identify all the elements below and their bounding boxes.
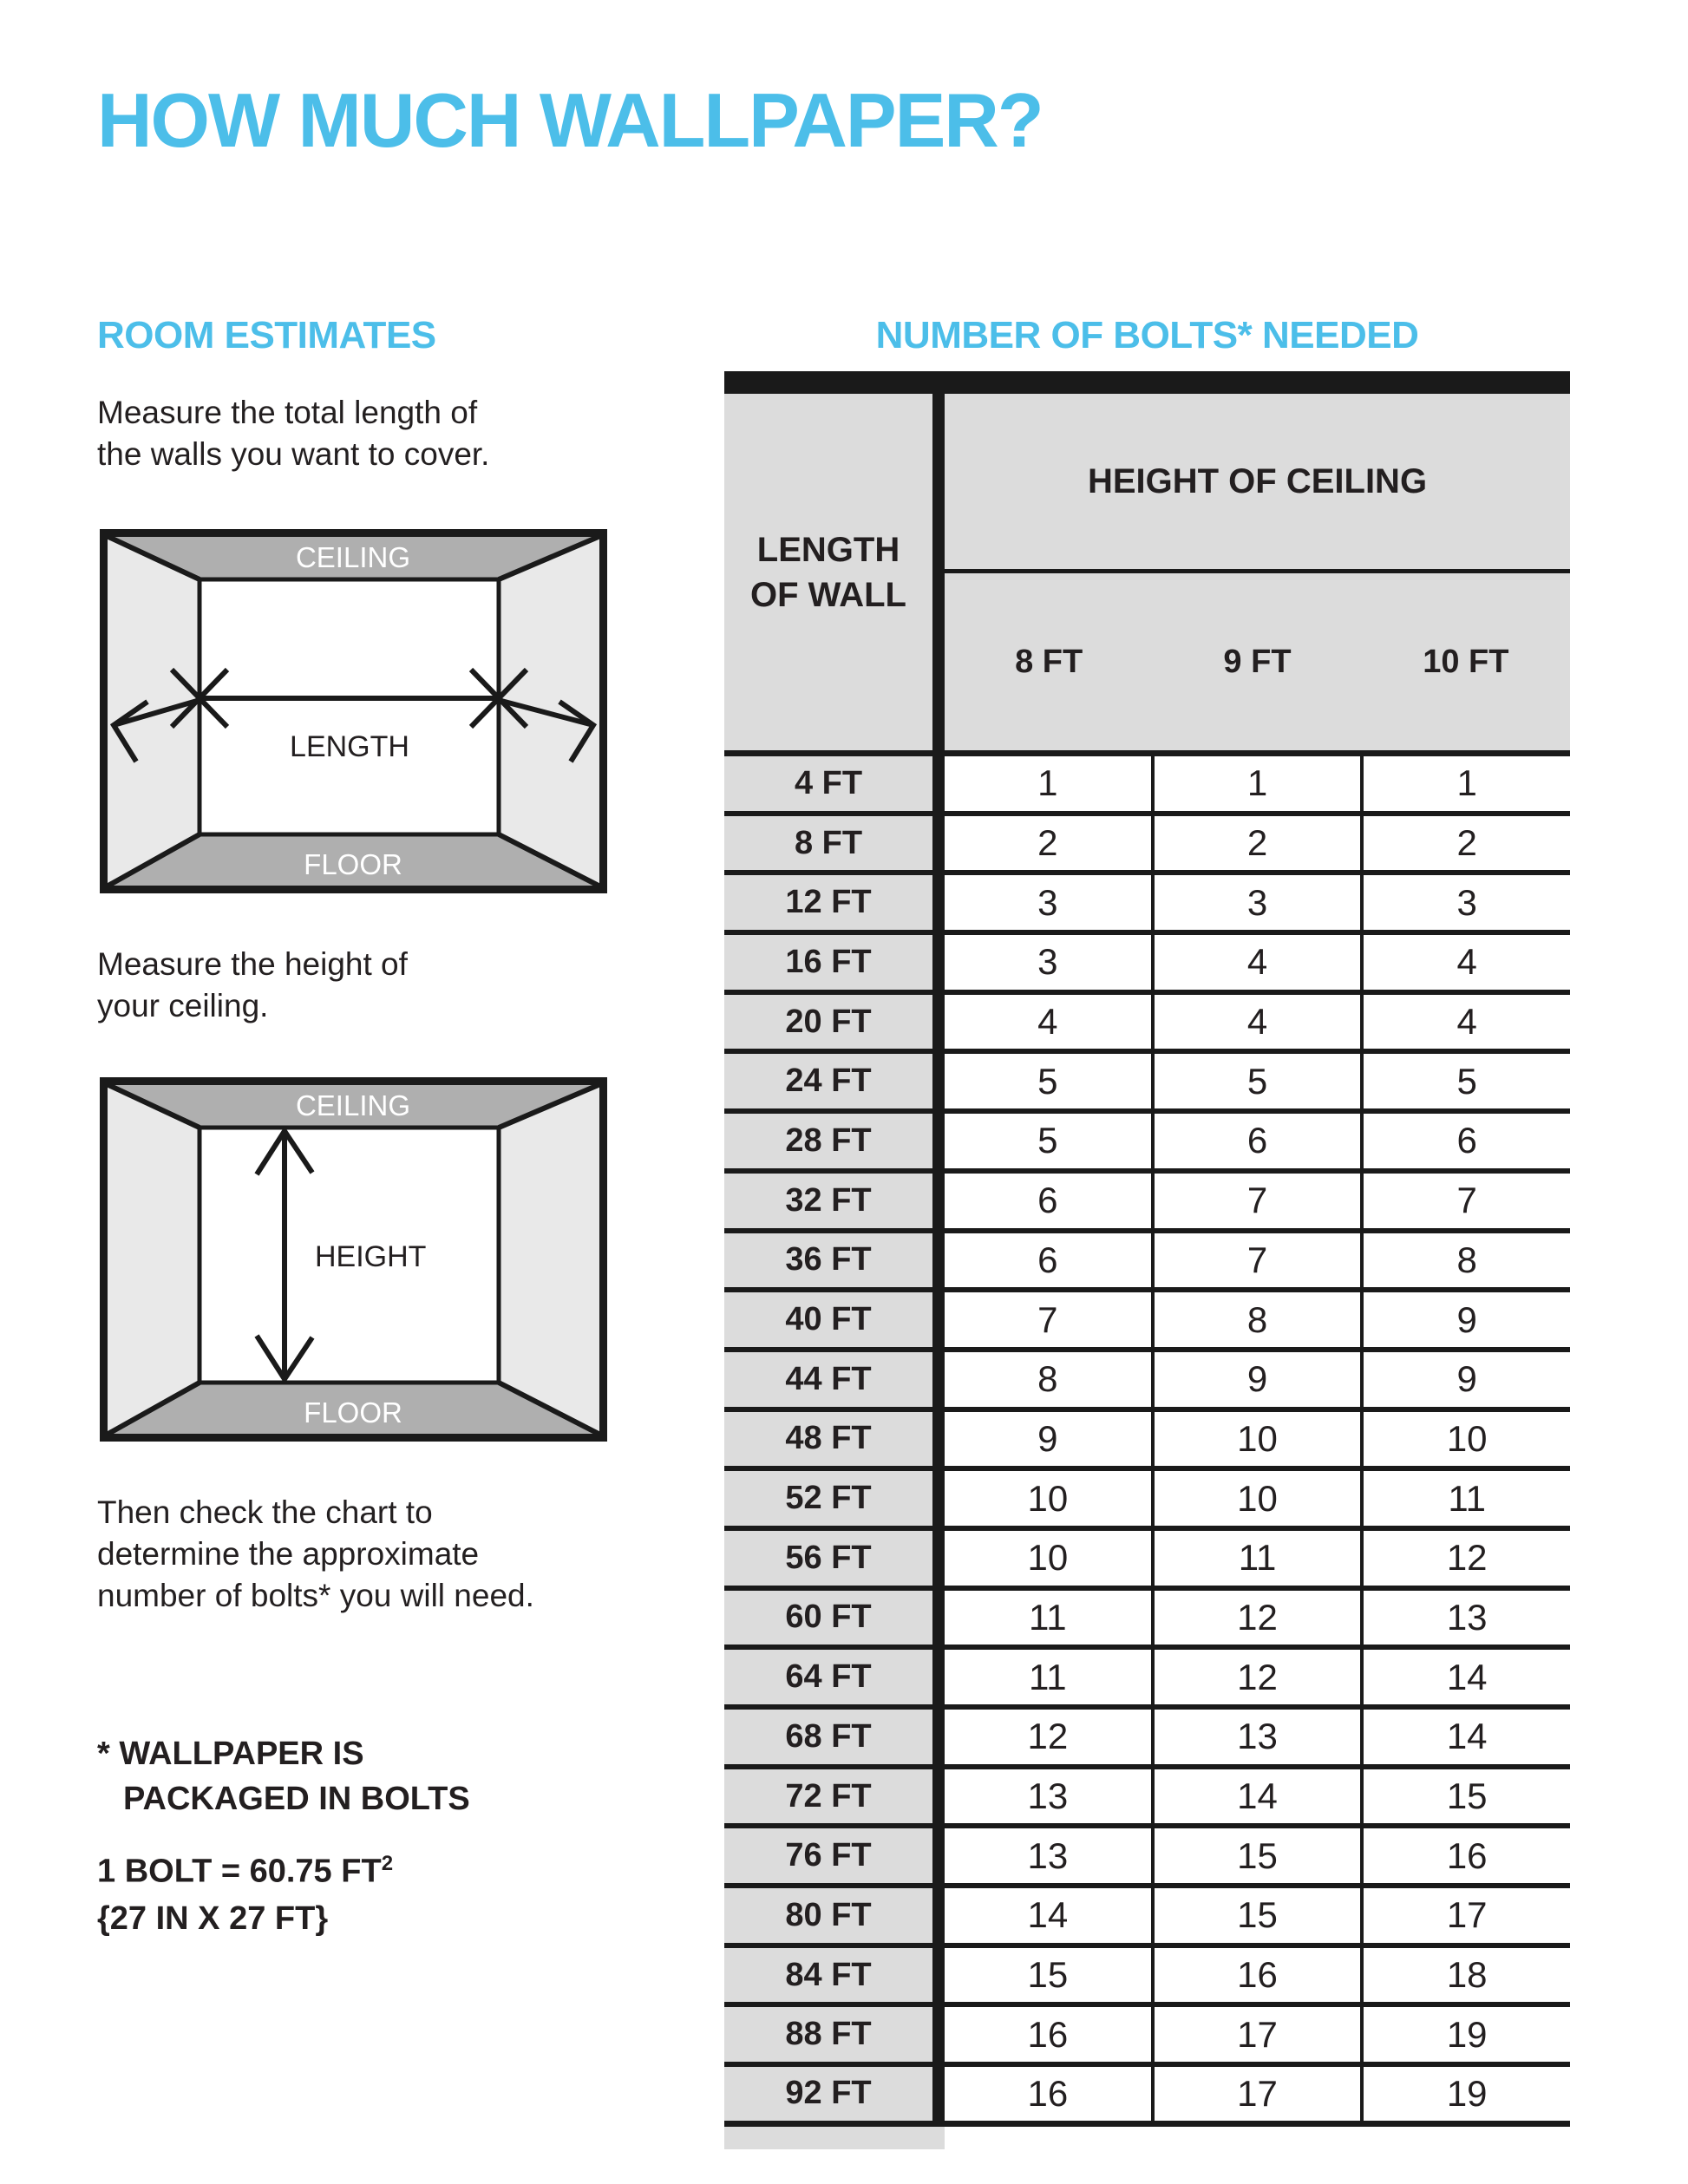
bolt-count-cell: 10 — [945, 1531, 1151, 1586]
bolt-count-cell: 15 — [1155, 1888, 1361, 1943]
bolt-count-cell: 10 — [1364, 1412, 1570, 1467]
instruction-line: your ceiling. — [97, 988, 269, 1023]
bolt-count-cell: 4 — [1155, 995, 1361, 1049]
wall-length-label: 72 FT — [724, 1769, 932, 1824]
bolt-count-cell: 15 — [1364, 1769, 1570, 1824]
bolt-count-cell: 10 — [945, 1471, 1151, 1526]
bolt-count-cell: 14 — [1364, 1710, 1570, 1764]
bolt-count-cell: 4 — [1364, 935, 1570, 990]
bolt-count-cell: 6 — [1155, 1114, 1361, 1168]
wall-length-label: 84 FT — [724, 1948, 932, 2003]
wall-length-label: 24 FT — [724, 1054, 932, 1108]
bolt-equation — [97, 1841, 393, 1895]
table-row — [724, 1650, 1570, 1710]
bolt-count-cell: 17 — [1155, 2007, 1361, 2062]
bolt-count-cell: 4 — [1364, 995, 1570, 1049]
column-divider — [932, 1471, 945, 1526]
column-divider — [932, 1054, 945, 1108]
wall-length-label: 36 FT — [724, 1233, 932, 1288]
bolt-count-cell: 7 — [1364, 1174, 1570, 1228]
bolt-count-cell: 1 — [1155, 756, 1361, 811]
bolt-count-cell: 13 — [1155, 1710, 1361, 1764]
wall-length-label: 64 FT — [724, 1650, 932, 1704]
footnote-line: PACKAGED IN BOLTS — [123, 1781, 470, 1817]
column-divider — [932, 816, 945, 871]
table-row — [724, 1531, 1570, 1591]
table-body — [724, 756, 1570, 2127]
table-row — [724, 1174, 1570, 1233]
table-row — [724, 1352, 1570, 1412]
footnote-line: * WALLPAPER IS — [97, 1736, 364, 1772]
bolt-count-cell: 8 — [1364, 1233, 1570, 1288]
sub-header-row — [945, 573, 1570, 750]
bolt-count-cell: 11 — [1364, 1471, 1570, 1526]
bolt-count-cell: 11 — [945, 1650, 1151, 1704]
bolt-size-info — [97, 1841, 393, 1942]
check-chart-instruction — [97, 1492, 534, 1617]
table-row — [724, 1114, 1570, 1174]
column-divider — [932, 1948, 945, 2003]
bolt-count-cell: 15 — [1155, 1828, 1361, 1883]
bolt-count-cell: 12 — [1364, 1531, 1570, 1586]
ceiling-label: CEILING — [295, 541, 411, 573]
bolt-count-cell: 3 — [1155, 875, 1361, 930]
height-of-ceiling-header: HEIGHT OF CEILING — [1087, 461, 1428, 500]
bolt-count-cell: 3 — [945, 875, 1151, 930]
wall-length-label: 52 FT — [724, 1471, 932, 1526]
bolt-count-cell: 17 — [1364, 1888, 1570, 1943]
room-estimates-heading: ROOM ESTIMATES — [97, 314, 436, 356]
column-divider — [932, 1233, 945, 1288]
column-divider — [932, 1591, 945, 1645]
table-row — [724, 1054, 1570, 1114]
sub-header-9ft: 9 FT — [1223, 643, 1292, 680]
bolt-count-cell: 17 — [1155, 2067, 1361, 2121]
measure-height-instruction — [97, 944, 408, 1027]
wall-length-label: 88 FT — [724, 2007, 932, 2062]
bolt-count-cell: 18 — [1364, 1948, 1570, 2003]
column-divider — [932, 756, 945, 811]
table-header — [724, 394, 1570, 756]
column-divider — [932, 1769, 945, 1824]
table-row — [724, 1769, 1570, 1829]
bolt-count-cell: 5 — [945, 1054, 1151, 1108]
bolt-count-cell: 8 — [1155, 1292, 1361, 1347]
table-row — [724, 935, 1570, 995]
column-divider — [932, 1531, 945, 1586]
instruction-line: Measure the total length of — [97, 395, 478, 430]
table-row — [724, 2067, 1570, 2127]
back-wall — [200, 579, 499, 834]
bolt-count-cell: 3 — [945, 935, 1151, 990]
bolt-count-cell: 6 — [945, 1233, 1151, 1288]
table-row — [724, 875, 1570, 935]
table-row — [724, 1710, 1570, 1769]
table-row — [724, 1471, 1570, 1531]
bolt-dimensions: {27 IN X 27 FT} — [97, 1900, 329, 1937]
bolt-count-cell: 6 — [1364, 1114, 1570, 1168]
column-divider — [932, 394, 945, 750]
bolt-count-cell: 8 — [945, 1352, 1151, 1407]
column-divider — [932, 935, 945, 990]
bolt-count-cell: 2 — [1155, 816, 1361, 871]
bolt-count-cell: 9 — [945, 1412, 1151, 1467]
wall-length-label: 16 FT — [724, 935, 932, 990]
wall-length-label: 76 FT — [724, 1828, 932, 1883]
bolt-count-cell: 16 — [1364, 1828, 1570, 1883]
length-of-wall-header — [724, 394, 932, 750]
wall-length-label: 80 FT — [724, 1888, 932, 1943]
bolt-count-cell: 16 — [1155, 1948, 1361, 2003]
instruction-line: Then check the chart to — [97, 1494, 433, 1530]
instruction-line: the walls you want to cover. — [97, 436, 490, 472]
table-row — [724, 1948, 1570, 2008]
column-divider — [932, 1292, 945, 1347]
instruction-line: number of bolts* you will need. — [97, 1578, 534, 1613]
bolt-count-cell: 9 — [1155, 1352, 1361, 1407]
room-length-diagram — [100, 529, 607, 893]
ceiling-height-diagram — [100, 1077, 607, 1442]
bolt-count-cell: 4 — [1155, 935, 1361, 990]
table-row — [724, 2007, 1570, 2067]
wall-length-label: 44 FT — [724, 1352, 932, 1407]
bolts-table — [724, 371, 1570, 2149]
wall-length-label: 68 FT — [724, 1710, 932, 1764]
measure-length-instruction — [97, 392, 489, 475]
wall-length-label: 92 FT — [724, 2067, 932, 2121]
column-divider — [932, 2007, 945, 2062]
column-divider — [932, 995, 945, 1049]
bolt-count-cell: 5 — [945, 1114, 1151, 1168]
sub-header-8ft: 8 FT — [1015, 643, 1083, 680]
table-row — [724, 1233, 1570, 1293]
bolt-count-cell: 19 — [1364, 2007, 1570, 2062]
column-divider — [932, 1710, 945, 1764]
bolt-count-cell: 12 — [1155, 1591, 1361, 1645]
bolt-equation-superscript: 2 — [381, 1852, 394, 1875]
bolt-count-cell: 14 — [1364, 1650, 1570, 1704]
bolt-equation-text: 1 BOLT = 60.75 FT — [97, 1853, 382, 1890]
header-line: OF WALL — [750, 575, 906, 614]
bolt-count-cell: 10 — [1155, 1412, 1361, 1467]
bolt-count-cell: 12 — [1155, 1650, 1361, 1704]
table-row — [724, 995, 1570, 1055]
bolt-count-cell: 2 — [945, 816, 1151, 871]
wall-length-label: 8 FT — [724, 816, 932, 871]
bolt-count-cell: 15 — [945, 1948, 1151, 2003]
bolt-count-cell: 9 — [1364, 1352, 1570, 1407]
wall-length-label: 60 FT — [724, 1591, 932, 1645]
bolt-count-cell: 13 — [1364, 1591, 1570, 1645]
table-row — [724, 756, 1570, 816]
wall-length-label: 40 FT — [724, 1292, 932, 1347]
bolt-count-cell: 7 — [1155, 1233, 1361, 1288]
bolt-count-cell: 9 — [1364, 1292, 1570, 1347]
bolt-count-cell: 2 — [1364, 816, 1570, 871]
bolts-needed-heading: NUMBER OF BOLTS* NEEDED — [875, 314, 1419, 356]
bolt-count-cell: 13 — [945, 1828, 1151, 1883]
wall-length-label: 56 FT — [724, 1531, 932, 1586]
table-top-bar — [724, 371, 1570, 394]
bolt-count-cell: 13 — [945, 1769, 1151, 1824]
bolt-count-cell: 1 — [945, 756, 1151, 811]
wall-length-label: 20 FT — [724, 995, 932, 1049]
table-row — [724, 1292, 1570, 1352]
column-divider — [932, 1114, 945, 1168]
bolt-count-cell: 1 — [1364, 756, 1570, 811]
column-divider — [932, 2067, 945, 2121]
bolt-count-cell: 6 — [945, 1174, 1151, 1228]
wall-length-label: 48 FT — [724, 1412, 932, 1467]
column-divider — [932, 1174, 945, 1228]
instruction-line: Measure the height of — [97, 946, 408, 982]
wall-length-label: 32 FT — [724, 1174, 932, 1228]
header-line: LENGTH — [756, 530, 900, 569]
floor-label: FLOOR — [304, 1396, 402, 1429]
height-measure-label: HEIGHT — [315, 1240, 427, 1273]
left-wall-face — [107, 1084, 200, 1435]
bolt-count-cell: 11 — [1155, 1531, 1361, 1586]
bolt-count-cell: 4 — [945, 995, 1151, 1049]
table-row — [724, 1412, 1570, 1472]
ceiling-label: CEILING — [295, 1089, 411, 1121]
right-wall-face — [499, 1084, 600, 1435]
floor-label: FLOOR — [304, 848, 402, 880]
wall-length-label: 12 FT — [724, 875, 932, 930]
bolt-count-cell: 3 — [1364, 875, 1570, 930]
instruction-line: determine the approximate — [97, 1536, 480, 1572]
bolt-count-cell: 7 — [1155, 1174, 1361, 1228]
bolt-count-cell: 16 — [945, 2067, 1151, 2121]
label-column-stub — [724, 2127, 945, 2149]
bolt-count-cell: 16 — [945, 2007, 1151, 2062]
bolt-count-cell: 5 — [1364, 1054, 1570, 1108]
bolt-count-cell: 10 — [1155, 1471, 1361, 1526]
column-divider — [932, 875, 945, 930]
table-row — [724, 1591, 1570, 1651]
column-divider — [932, 1828, 945, 1883]
bolt-count-cell: 12 — [945, 1710, 1151, 1764]
bolts-footnote — [97, 1731, 470, 1821]
bolt-count-cell: 5 — [1155, 1054, 1361, 1108]
sub-header-10ft: 10 FT — [1423, 643, 1509, 680]
length-measure-label: LENGTH — [290, 730, 409, 763]
column-divider — [932, 1352, 945, 1407]
table-row — [724, 1828, 1570, 1888]
bolt-count-cell: 14 — [1155, 1769, 1361, 1824]
wall-length-label: 4 FT — [724, 756, 932, 811]
bolt-count-cell: 14 — [945, 1888, 1151, 1943]
column-divider — [932, 1888, 945, 1943]
wall-length-label: 28 FT — [724, 1114, 932, 1168]
bolt-count-cell: 19 — [1364, 2067, 1570, 2121]
bolt-count-cell: 11 — [945, 1591, 1151, 1645]
column-divider — [932, 1650, 945, 1704]
column-divider — [932, 1412, 945, 1467]
bolt-count-cell: 7 — [945, 1292, 1151, 1347]
page-title: HOW MUCH WALLPAPER? — [97, 77, 1043, 163]
table-row — [724, 1888, 1570, 1948]
table-row — [724, 816, 1570, 876]
ceiling-height-header-group — [945, 394, 1570, 750]
